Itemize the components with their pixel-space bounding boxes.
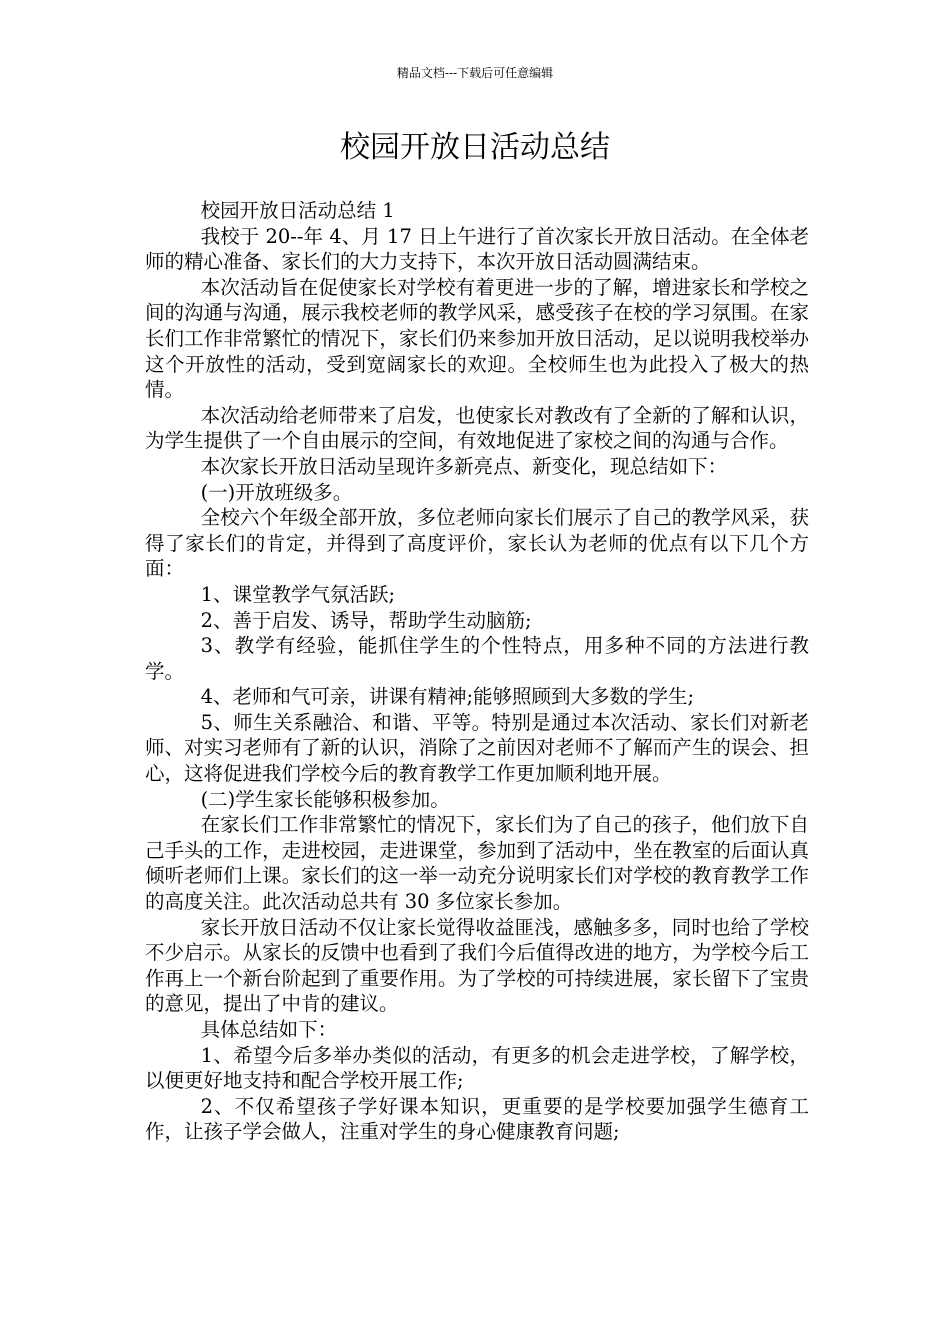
paragraph: 本次活动旨在促使家长对学校有着更进一步的了解，增进家长和学校之间的沟通与沟通，展示我校老师的教学风采，感受孩子在校的学习氛围。在家长们工作非常繁忙的情况下，家长们仍来参加开放日活动，足以说明我校举办这个开放性的活动，受到宽阔家长的欢迎。全校师生也为此投入了极大的热情。 [145,275,809,402]
paragraph: 在家长们工作非常繁忙的情况下，家长们为了自己的孩子，他们放下自己手头的工作，走进校园，走进课堂，参加到了活动中，坐在教室的后面认真倾听老师们上课。家长们的这一举一动充分说明家长们对学校的教育教学工作的高度关注。此次活动总共有 30 多位家长参加。 [145,813,809,914]
paragraph: 全校六个年级全部开放，多位老师向家长们展示了自己的教学风采，获得了家长们的肯定，并得到了高度评价，家长认为老师的优点有以下几个方面： [145,506,809,581]
list-item: 2、善于启发、诱导，帮助学生动脑筋; [200,608,532,632]
paragraph: 家长开放日活动不仅让家长觉得收益匪浅，感触多多，同时也给了学校不少启示。从家长的反馈中也看到了我们今后值得改进的地方，为学校今后工作再上一个新台阶起到了重要作用。为了学校的可持续进展，家长留下了宝贵的意见，提出了中肯的建议。 [145,915,809,1016]
paragraph: 本次家长开放日活动呈现许多新亮点、新变化，现总结如下： [200,454,728,478]
list-item: 5、师生关系融洽、和谐、平等。特别是通过本次活动、家长们对新老师、对实习老师有了新的认识，消除了之前因对老师不了解而产生的误会、担心，这将促进我们学校今后的教育教学工作更加顺利地开展。 [145,710,809,786]
paragraph: 本次活动给老师带来了启发，也使家长对教改有了全新的了解和认识，为学生提供了一个自由展示的空间，有效地促进了家校之间的沟通与合作。 [145,403,809,453]
list-item: 1、希望今后多举办类似的活动，有更多的机会走进学校，了解学校，以便更好地支持和配合学校开展工作; [145,1043,809,1093]
section-heading: (一)开放班级多。 [200,480,353,504]
list-item: 4、老师和气可亲，讲课有精神;能够照顾到大多数的学生; [200,685,695,709]
document-body [145,198,809,1145]
list-item: 3、教学有经验，能抓住学生的个性特点，用多种不同的方法进行教学。 [145,634,809,683]
document-title: 校园开放日活动总结 [340,130,610,165]
list-item: 2、不仅希望孩子学好课本知识，更重要的是学校要加强学生德育工作，让孩子学会做人，注重对学生的身心健康教育问题; [145,1094,809,1144]
paragraph: 我校于 20--年 4、月 17 日上午进行了首次家长开放日活动。在全体老师的精心准备、家长们的大力支持下，本次开放日活动圆满结束。 [145,224,809,274]
section-heading: (二)学生家长能够积极参加。 [200,787,450,811]
paragraph: 具体总结如下： [200,1018,338,1041]
header-note: 精品文档---下载后可任意编辑 [396,66,554,80]
paragraph-subtitle: 校园开放日活动总结 1 [200,199,395,222]
list-item: 1、课堂教学气氛活跃; [200,582,396,606]
